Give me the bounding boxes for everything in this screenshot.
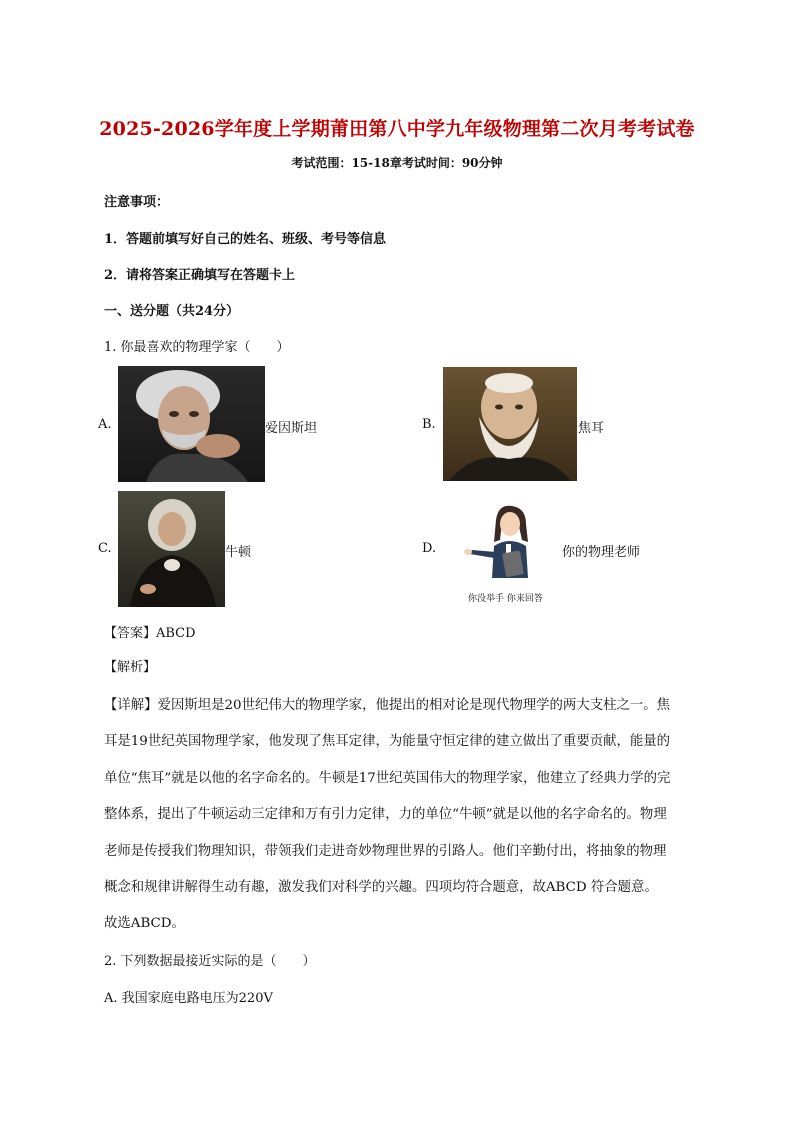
- teacher-cartoon-icon: [462, 502, 550, 582]
- answer-line: 【答案】ABCD: [104, 626, 196, 641]
- option-c-label: 牛顿: [225, 545, 252, 560]
- option-b-letter: B.: [422, 417, 436, 432]
- question-1-stem: 1. 你最喜欢的物理学家（ ）: [104, 340, 290, 355]
- analysis-line: 老师是传授我们物理知识，带领我们走进奇妙物理世界的引路人。他们辛勤付出，将抽象的物理: [104, 843, 667, 859]
- einstein-portrait-icon: [118, 366, 265, 482]
- option-c-letter: C.: [98, 541, 112, 556]
- newton-portrait-icon: [118, 491, 225, 607]
- notes-heading: 注意事项：: [104, 195, 170, 210]
- section-heading: 一、送分题（共24分）: [104, 304, 240, 319]
- notes-item-1: 1．答题前填写好自己的姓名、班级、考号等信息: [104, 232, 387, 247]
- analysis-line: 【详解】爱因斯坦是20世纪伟大的物理学家，他提出的相对论是现代物理学的两大支柱之一。焦: [104, 698, 671, 713]
- question-2-option-a: A. 我国家庭电路电压为220V: [104, 991, 273, 1006]
- option-d-label: 你的物理老师: [562, 545, 641, 560]
- teacher-speech-caption: 你没举手 你来回答: [468, 594, 543, 604]
- exam-title: 2025-2026学年度上学期莆田第八中学九年级物理第二次月考考试卷: [99, 118, 695, 140]
- analysis-paragraph: [104, 688, 696, 943]
- option-a-letter: A.: [98, 417, 112, 432]
- option-a-label: 爱因斯坦: [265, 421, 318, 436]
- analysis-line: 整体系，提出了牛顿运动三定律和万有引力定律，力的单位“牛顿”就是以他的名字命名的。物理: [104, 807, 667, 823]
- analysis-line: 耳是19世纪英国物理学家，他发现了焦耳定律，为能量守恒定律的建立做出了重要贡献，能量的: [104, 734, 671, 750]
- exam-subtitle: 考试范围：15-18章考试时间：90分钟: [291, 156, 503, 170]
- option-b-label: 焦耳: [578, 421, 605, 436]
- analysis-line: 单位“焦耳”就是以他的名字命名的。牛顿是17世纪英国伟大的物理学家，他建立了经典力学的完: [104, 770, 671, 786]
- option-d-letter: D.: [422, 541, 437, 556]
- analysis-line: 故选ABCD。: [104, 916, 185, 932]
- notes-item-2: 2．请将答案正确填写在答题卡上: [104, 268, 296, 283]
- joule-portrait-icon: [443, 367, 577, 481]
- analysis-line: 概念和规律讲解得生动有趣，激发我们对科学的兴趣。四项均符合题意，故ABCD 符合题意。: [104, 880, 658, 896]
- analysis-heading: 【解析】: [104, 660, 157, 675]
- question-2-stem: 2. 下列数据最接近实际的是（ ）: [104, 954, 316, 969]
